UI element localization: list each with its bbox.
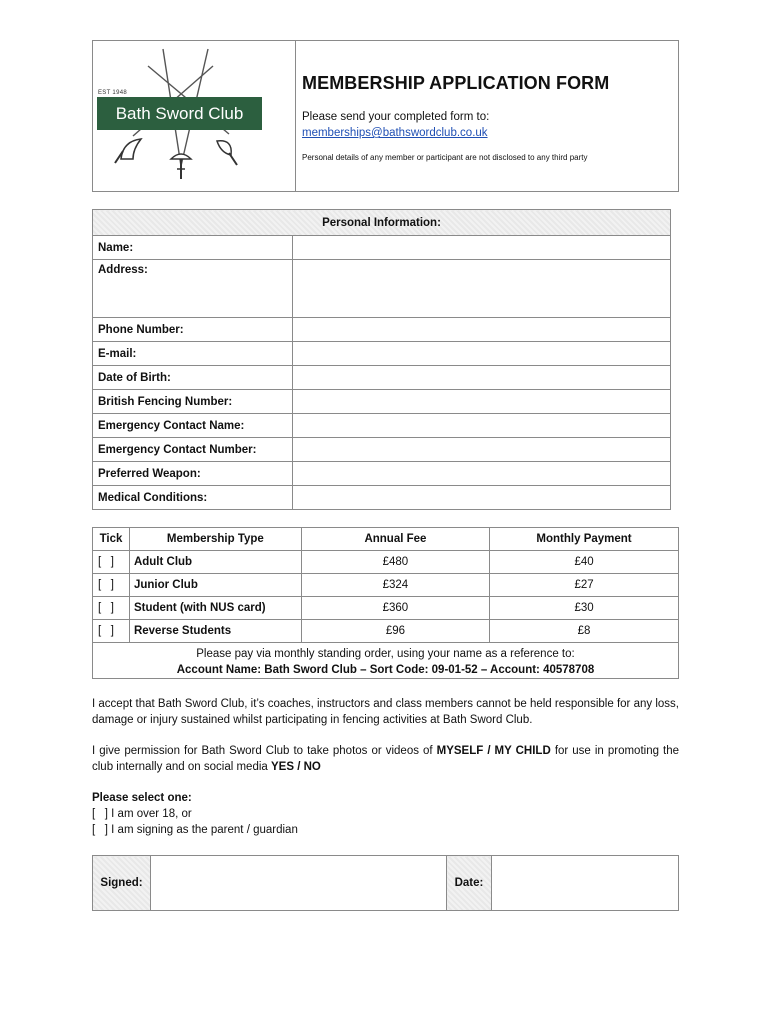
- title-block: [296, 41, 678, 191]
- email-link[interactable]: memberships@bathswordclub.co.uk: [302, 127, 488, 139]
- option-parent[interactable]: [ ] I am signing as the parent / guardian: [92, 824, 298, 836]
- page-title: MEMBERSHIP APPLICATION FORM: [302, 73, 610, 93]
- type-header: Membership Type: [129, 528, 301, 551]
- tick-checkbox[interactable]: [ ]: [93, 551, 130, 574]
- membership-type: Adult Club: [129, 551, 301, 574]
- medical-field[interactable]: [293, 486, 671, 510]
- membership-type: Student (with NUS card): [129, 597, 301, 620]
- email-field[interactable]: [293, 342, 671, 366]
- weapon-label: Preferred Weapon:: [93, 462, 293, 486]
- tick-checkbox[interactable]: [ ]: [93, 620, 130, 643]
- monthly-payment: £40: [490, 551, 679, 574]
- address-label: Address:: [93, 260, 293, 318]
- photo-permission: [92, 743, 679, 775]
- option-over-18[interactable]: [ ] I am over 18, or: [92, 808, 192, 820]
- liability-disclaimer: I accept that Bath Sword Club, it’s coaches, instructors and class members cannot be held responsible for any loss, damage or injury sustained whilst participating in fencing activities at Bath Sword Club.: [92, 698, 679, 726]
- phone-label: Phone Number:: [93, 318, 293, 342]
- medical-label: Medical Conditions:: [93, 486, 293, 510]
- photo-yes-no[interactable]: YES / NO: [271, 761, 321, 773]
- age-selection: [92, 790, 679, 838]
- membership-table: [92, 527, 679, 679]
- send-instruction: Please send your completed form to:: [302, 111, 490, 123]
- select-heading: Please select one:: [92, 792, 192, 804]
- club-name-logo: Bath Sword Club: [97, 97, 262, 130]
- emergency-number-label: Emergency Contact Number:: [93, 438, 293, 462]
- payment-line: Please pay via monthly standing order, using your name as a reference to:: [196, 647, 575, 660]
- photo-text-a: I give permission for Bath Sword Club to take photos or videos of: [92, 745, 437, 757]
- signature-table: [92, 855, 679, 911]
- tick-checkbox[interactable]: [ ]: [93, 597, 130, 620]
- club-logo: [93, 41, 296, 191]
- payment-instructions: [93, 643, 679, 679]
- dob-label: Date of Birth:: [93, 366, 293, 390]
- emergency-name-field[interactable]: [293, 414, 671, 438]
- table-row: [93, 597, 679, 620]
- annual-fee: £324: [301, 574, 489, 597]
- table-row: [93, 574, 679, 597]
- tick-header: Tick: [93, 528, 130, 551]
- monthly-payment: £8: [490, 620, 679, 643]
- tick-checkbox[interactable]: [ ]: [93, 574, 130, 597]
- bf-number-label: British Fencing Number:: [93, 390, 293, 414]
- signed-label: Signed:: [93, 856, 151, 911]
- table-row: [93, 551, 679, 574]
- name-label: Name:: [93, 236, 293, 260]
- bf-number-field[interactable]: [293, 390, 671, 414]
- account-details: Account Name: Bath Sword Club – Sort Code: 09-01-52 – Account: 40578708: [176, 663, 595, 676]
- name-field[interactable]: [293, 236, 671, 260]
- privacy-note: Personal details of any member or participant are not disclosed to any third party: [302, 153, 588, 162]
- date-field[interactable]: [492, 856, 679, 911]
- address-field[interactable]: [293, 260, 671, 318]
- annual-fee: £360: [301, 597, 489, 620]
- personal-info-heading: Personal Information:: [93, 210, 671, 236]
- emergency-name-label: Emergency Contact Name:: [93, 414, 293, 438]
- dob-field[interactable]: [293, 366, 671, 390]
- signature-field[interactable]: [151, 856, 447, 911]
- table-row: [93, 620, 679, 643]
- annual-header: Annual Fee: [301, 528, 489, 551]
- date-label: Date:: [447, 856, 492, 911]
- monthly-header: Monthly Payment: [490, 528, 679, 551]
- membership-type: Junior Club: [129, 574, 301, 597]
- personal-info-table: [92, 209, 671, 510]
- annual-fee: £96: [301, 620, 489, 643]
- emergency-number-field[interactable]: [293, 438, 671, 462]
- photo-subject[interactable]: MYSELF / MY CHILD: [436, 745, 551, 757]
- membership-type: Reverse Students: [129, 620, 301, 643]
- established-label: EST 1948: [98, 90, 127, 96]
- phone-field[interactable]: [293, 318, 671, 342]
- monthly-payment: £27: [490, 574, 679, 597]
- monthly-payment: £30: [490, 597, 679, 620]
- photo-text-c: for use in promoting the club internally and on social media: [92, 745, 680, 773]
- weapon-field[interactable]: [293, 462, 671, 486]
- form-header: [92, 40, 679, 192]
- email-label: E-mail:: [93, 342, 293, 366]
- annual-fee: £480: [301, 551, 489, 574]
